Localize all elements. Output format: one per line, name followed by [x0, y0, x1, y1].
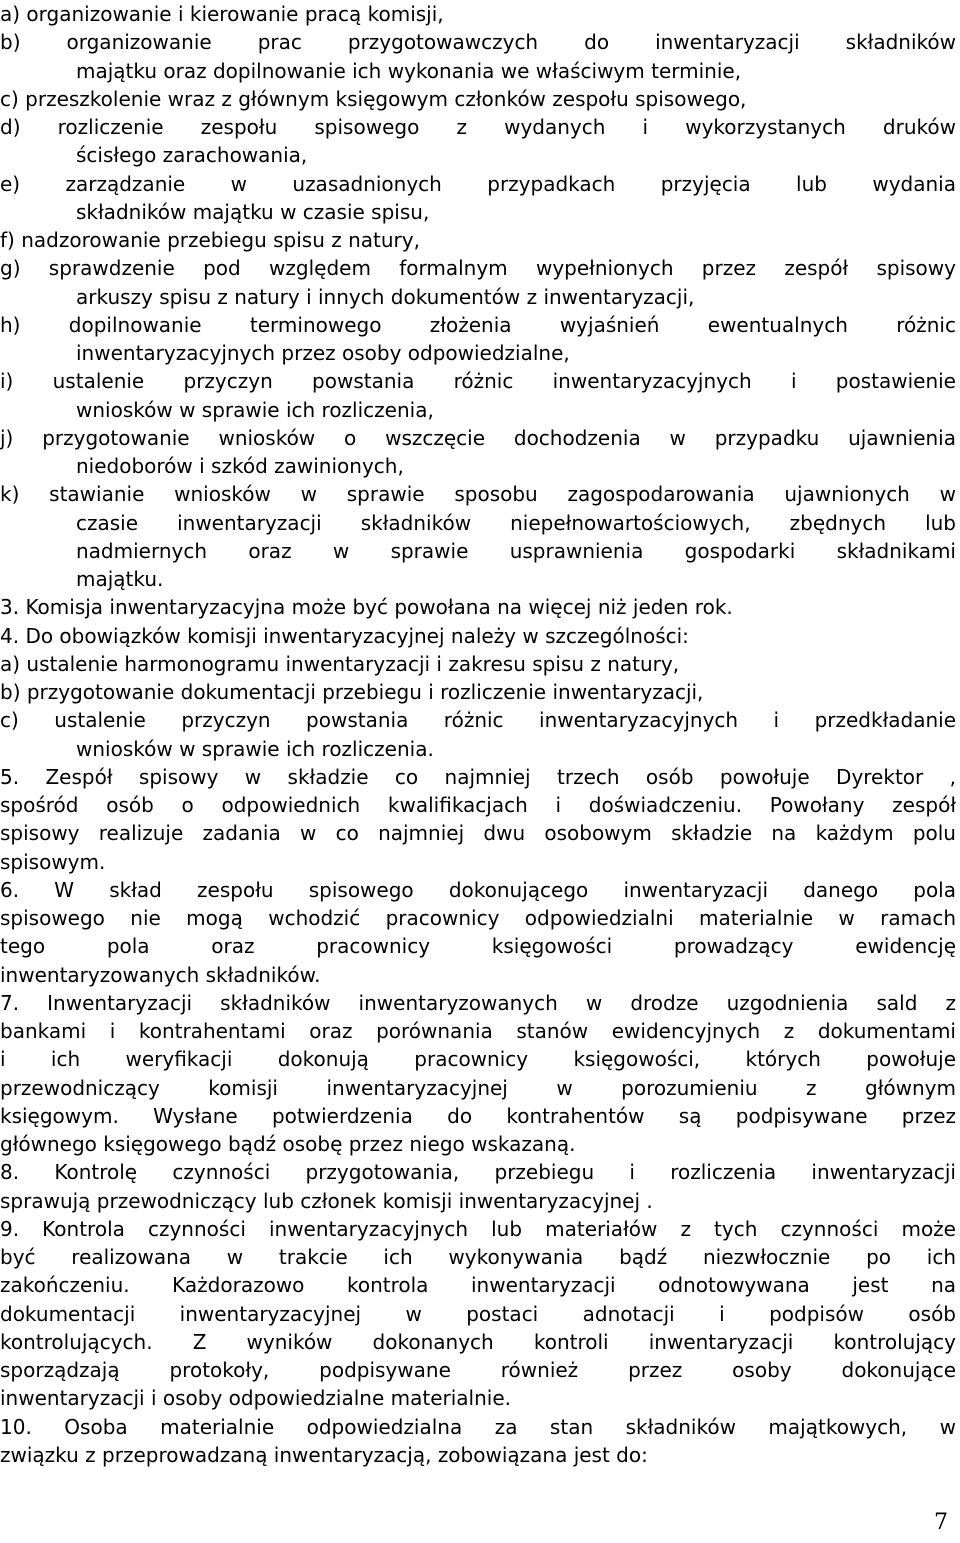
text-line: zakończeniu. Każdorazowo kontrola inwentaryzacji odnotowywana jest na: [0, 1273, 956, 1298]
text-line: inwentaryzacyjnych przez osoby odpowiedzialne,: [76, 341, 570, 365]
text-line: b) organizowanie prac przygotowawczych do inwentaryzacji składników: [0, 30, 956, 55]
text-line: a) organizowanie i kierowanie pracą komisji,: [0, 2, 444, 26]
text-line: dokumentacji inwentaryzacyjnej w postaci adnotacji i podpisów osób: [0, 1301, 956, 1326]
text-line: ścisłego zarachowania,: [76, 143, 308, 168]
text-line: wniosków w sprawie ich rozliczenia,: [76, 397, 434, 422]
text-line: inwentaryzacji i osoby odpowiedzialne materialnie.: [0, 1386, 511, 1411]
text-line: być realizowana w trakcie ich wykonywania bądź niezwłocznie po ich: [0, 1245, 956, 1269]
text-line: spisowym.: [0, 849, 106, 874]
text-line: a) ustalenie harmonogramu inwentaryzacji i zakresu spisu z natury,: [0, 651, 680, 676]
text-line: wniosków w sprawie ich rozliczenia.: [76, 736, 434, 761]
text-line: związku z przeprowadzaną inwentaryzacją, zobowiązana jest do:: [0, 1442, 648, 1467]
text-line: składników majątku w czasie spisu,: [76, 199, 430, 224]
text-line: j) przygotowanie wniosków o wszczęcie dochodzenia w przypadku ujawnienia: [0, 425, 956, 450]
text-line: sporządzają protokoły, podpisywane również przez osoby dokonujące: [0, 1358, 956, 1382]
text-line: tego pola oraz pracownicy księgowości prowadzący ewidencję: [0, 934, 956, 959]
text-line: czasie inwentaryzacji składników niepełnowartościowych, zbędnych lub: [76, 510, 956, 535]
text-line: f) nadzorowanie przebiegu spisu z natury,: [0, 228, 420, 252]
text-line: spisowego nie mogą wchodzić pracownicy odpowiedzialni materialnie w ramach: [0, 906, 956, 930]
text-line: 4. Do obowiązków komisji inwentaryzacyjnej należy w szczególności:: [0, 623, 689, 648]
text-line: c) ustalenie przyczyn powstania różnic inwentaryzacyjnych i przedkładanie: [0, 708, 956, 733]
text-line: głównego księgowego bądź osobę przez niego wskazaną.: [0, 1132, 576, 1156]
text-line: sprawują przewodniczący lub członek komisji inwentaryzacyjnej .: [0, 1188, 653, 1213]
text-line: 9. Kontrola czynności inwentaryzacyjnych lub materiałów z tych czynności może: [0, 1216, 956, 1241]
text-line: b) przygotowanie dokumentacji przebiegu i rozliczenie inwentaryzacji,: [0, 680, 704, 704]
text-line: 5. Zespół spisowy w składzie co najmniej trzech osób powołuje Dyrektor ,: [0, 764, 956, 789]
text-line: księgowym. Wysłane potwierdzenia do kontrahentów są podpisywane przez: [0, 1103, 956, 1128]
text-line: niedoborów i szkód zawinionych,: [76, 454, 404, 478]
text-line: e) zarządzanie w uzasadnionych przypadkach przyjęcia lub wydania: [0, 171, 956, 196]
page-number: 7: [934, 1510, 948, 1535]
text-line: kontrolujących. Z wyników dokonanych kontroli inwentaryzacji kontrolujący: [0, 1329, 956, 1354]
text-line: i ich weryfikacji dokonują pracownicy księgowości, których powołuje: [0, 1047, 956, 1072]
text-line: spisowy realizuje zadania w co najmniej dwu osobowym składzie na każdym polu: [0, 821, 956, 846]
text-line: i) ustalenie przyczyn powstania różnic inwentaryzacyjnych i postawienie: [0, 369, 956, 394]
text-line: spośród osób o odpowiednich kwalifikacjach i doświadczeniu. Powołany zespół: [0, 793, 956, 817]
text-line: nadmiernych oraz w sprawie usprawnienia gospodarki składnikami: [76, 538, 956, 563]
text-line: bankami i kontrahentami oraz porównania stanów ewidencyjnych z dokumentami: [0, 1019, 956, 1043]
text-line: d) rozliczenie zespołu spisowego z wydanych i wykorzystanych druków: [0, 115, 956, 139]
text-line: g) sprawdzenie pod względem formalnym wypełnionych przez zespół spisowy: [0, 256, 956, 281]
text-line: k) stawianie wniosków w sprawie sposobu zagospodarowania ujawnionych w: [0, 482, 956, 507]
text-line: majątku oraz dopilnowanie ich wykonania we właściwym terminie,: [76, 58, 742, 83]
text-line: h) dopilnowanie terminowego złożenia wyjaśnień ewentualnych różnic: [0, 312, 956, 337]
text-line: 10. Osoba materialnie odpowiedzialna za stan składników majątkowych, w: [0, 1414, 956, 1439]
text-line: inwentaryzowanych składników.: [0, 962, 321, 987]
text-line: c) przeszkolenie wraz z głównym księgowym członków zespołu spisowego,: [0, 86, 747, 111]
text-line: arkuszy spisu z natury i innych dokumentów z inwentaryzacji,: [76, 284, 695, 309]
text-line: 8. Kontrolę czynności przygotowania, przebiegu i rozliczenia inwentaryzacji: [0, 1160, 956, 1185]
text-line: 7. Inwentaryzacji składników inwentaryzowanych w drodze uzgodnienia sald z: [0, 990, 956, 1015]
text-line: przewodniczący komisji inwentaryzacyjnej w porozumieniu z głównym: [0, 1075, 956, 1100]
text-line: 3. Komisja inwentaryzacyjna może być powołana na więcej niż jeden rok.: [0, 595, 733, 620]
text-line: majątku.: [76, 567, 164, 591]
text-line: 6. W skład zespołu spisowego dokonującego inwentaryzacji danego pola: [0, 877, 956, 902]
